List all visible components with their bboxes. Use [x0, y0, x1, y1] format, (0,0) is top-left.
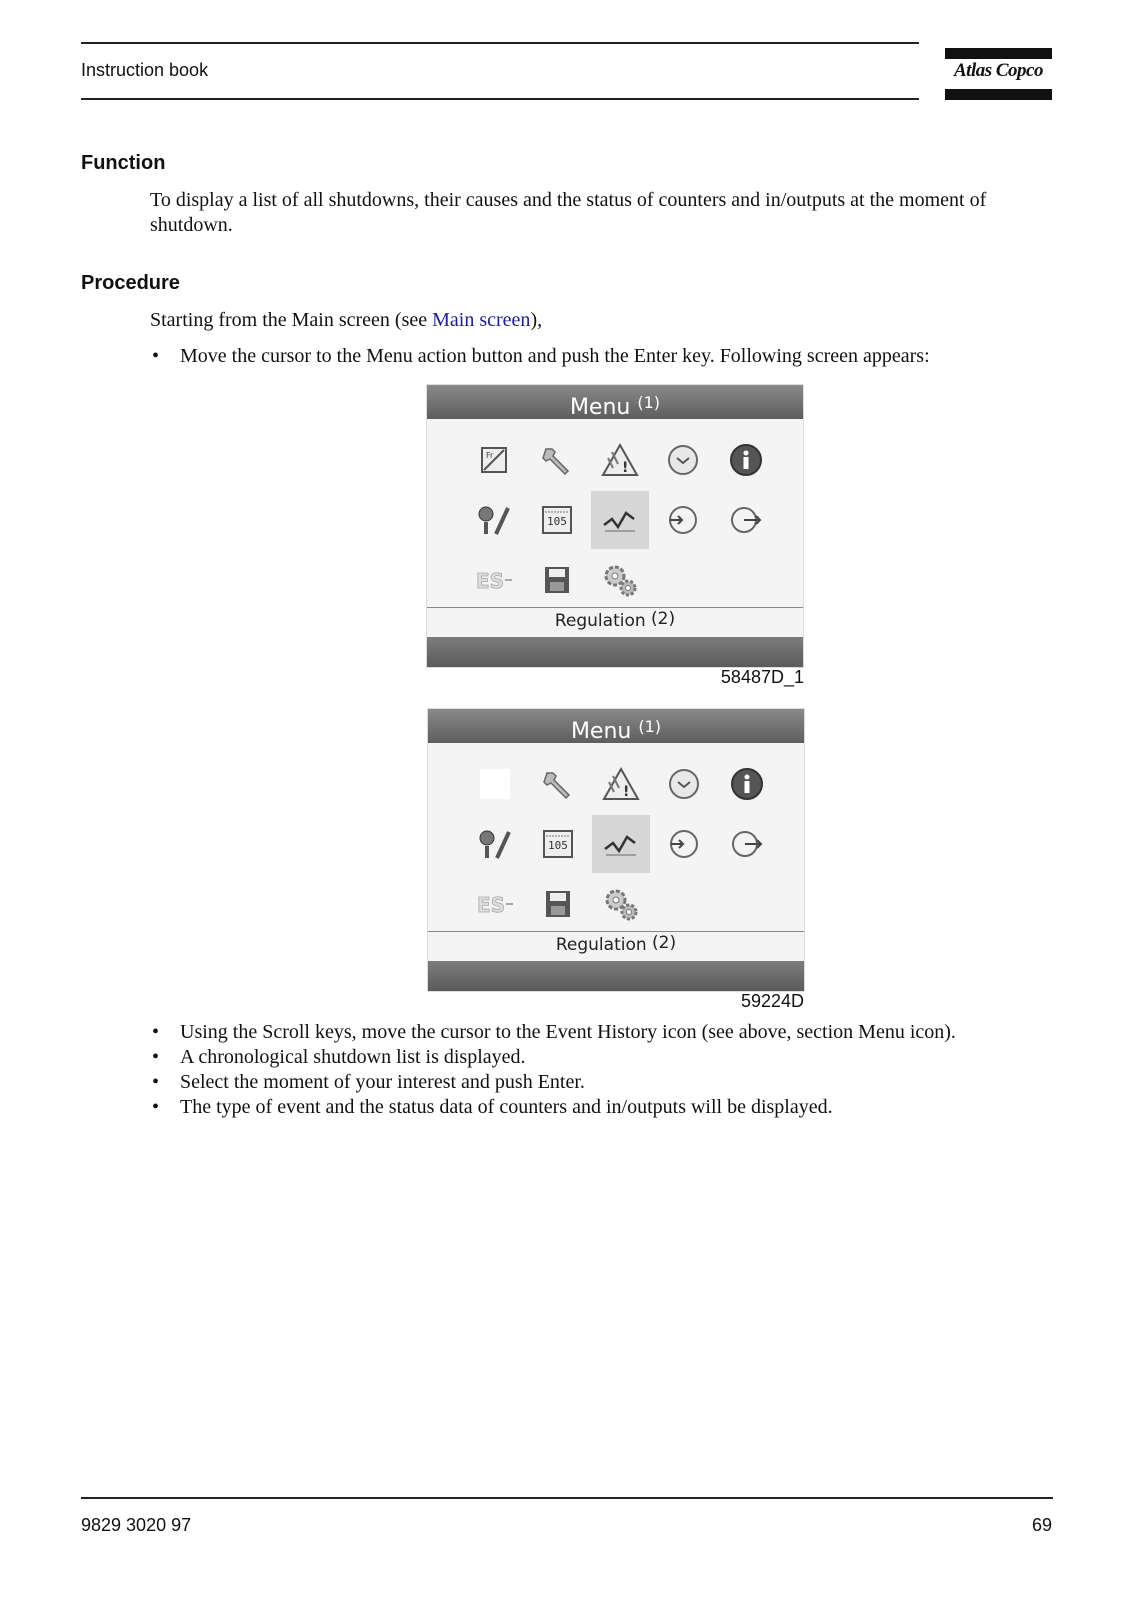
warning-icon[interactable] [591, 431, 649, 489]
inputs-icon[interactable] [465, 431, 523, 489]
service-icon[interactable] [465, 491, 523, 549]
list-item: • Using the Scroll keys, move the cursor to the Event History icon (see above, section Menu icon). [152, 1021, 956, 1043]
procedure-intro-suffix: ), [530, 309, 543, 331]
forward-icon[interactable] [718, 815, 776, 873]
list-item: • The type of event and the status data of counters and in/outputs will be displayed. [152, 1096, 833, 1118]
settings-icon[interactable] [591, 551, 649, 609]
info-icon[interactable] [717, 431, 775, 489]
counters-icon[interactable] [528, 491, 586, 549]
procedure-intro [150, 308, 542, 333]
procedure-bullets-top [150, 344, 1030, 369]
screen-status: Regulation $^{(2)}$ [554, 609, 676, 631]
header-top-rule [81, 42, 919, 44]
return-icon[interactable] [655, 815, 713, 873]
info-icon[interactable] [718, 755, 776, 813]
list-item: • A chronological shutdown list is displayed. [152, 1046, 526, 1068]
event-history-icon[interactable] [591, 491, 649, 549]
menu-screen-2 [427, 708, 805, 992]
screen-status: Regulation $^{(2)}$ [555, 933, 677, 955]
svg-text:ES: ES [477, 893, 506, 917]
inputs-icon[interactable] [466, 755, 524, 813]
procedure-intro-text: Starting from the Main screen (see [150, 309, 433, 331]
counters-icon[interactable] [529, 815, 587, 873]
es-icon[interactable] [466, 875, 524, 933]
clock-icon[interactable] [655, 755, 713, 813]
save-icon[interactable] [529, 875, 587, 933]
screen-title: Menu $^{(1)}$ [428, 709, 804, 743]
header-bottom-rule [81, 98, 919, 100]
screen-footer-bar [428, 961, 804, 991]
save-icon[interactable] [528, 551, 586, 609]
es-icon[interactable] [465, 551, 523, 609]
svg-text:ES: ES [476, 569, 505, 593]
svg-text:105: 105 [548, 839, 568, 852]
menu-screen-1 [426, 384, 804, 668]
list-item: • Select the moment of your interest and push Enter. [152, 1071, 585, 1093]
function-text: To display a list of all shutdowns, their causes and the status of counters and in/outputs at the moment of shutdown. [150, 189, 987, 236]
svg-text:Fr: Fr [486, 451, 494, 460]
header-title: Instruction book [81, 60, 209, 80]
warning-icon[interactable] [592, 755, 650, 813]
screen-footer-bar [427, 637, 803, 667]
atlas-copco-logo: Atlas Copco [945, 48, 1052, 100]
return-icon[interactable] [654, 491, 712, 549]
procedure-bullets-bottom [150, 1020, 1050, 1120]
main-screen-link[interactable]: Main screen [432, 309, 531, 331]
figure-id-1: 58487D_1 [720, 667, 804, 687]
function-heading: Function [81, 152, 166, 174]
svg-text:!: ! [623, 784, 630, 800]
list-item: • Move the cursor to the Menu action button and push the Enter key. Following screen appears: [152, 345, 930, 367]
svg-text:!: ! [622, 460, 629, 476]
footer-rule [81, 1497, 1053, 1499]
procedure-heading: Procedure [81, 272, 180, 294]
forward-icon[interactable] [717, 491, 775, 549]
footer-doc-number: 9829 3020 97 [81, 1515, 192, 1535]
screen-title: Menu $^{(1)}$ [427, 385, 803, 419]
event-history-icon[interactable] [592, 815, 650, 873]
wrench-icon[interactable] [529, 755, 587, 813]
menu-icon-grid [466, 755, 776, 935]
settings-icon[interactable] [592, 875, 650, 933]
menu-icon-grid [465, 431, 775, 611]
wrench-icon[interactable] [528, 431, 586, 489]
footer-page-number: 69 [1031, 1515, 1052, 1535]
svg-text:105: 105 [547, 515, 567, 528]
clock-icon[interactable] [654, 431, 712, 489]
service-icon[interactable] [466, 815, 524, 873]
figure-id-2: 59224D [740, 991, 804, 1011]
